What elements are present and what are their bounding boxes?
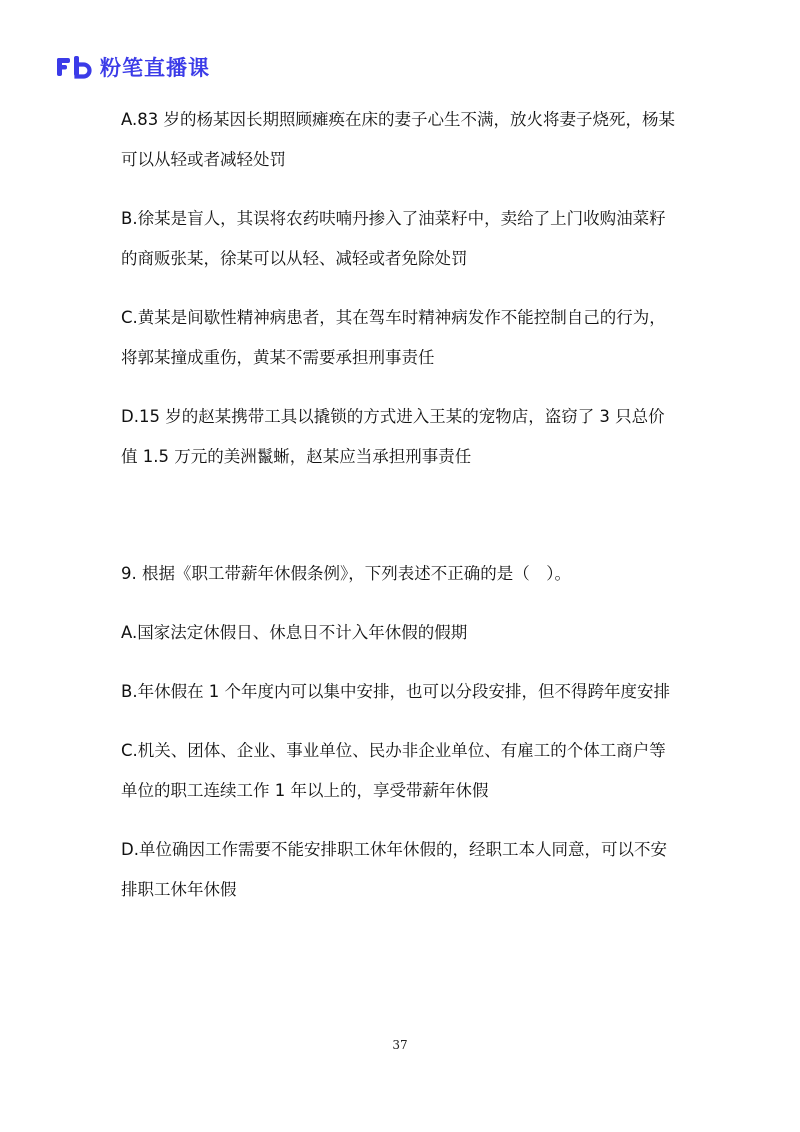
page-number: 37: [392, 1038, 408, 1052]
q8-option-a: A.83 岁的杨某因长期照顾瘫痪在床的妻子心生不满，放火将妻子烧死，杨某可以从轻或者减轻处罚: [121, 110, 675, 169]
brand-title: 粉笔直播课: [100, 56, 210, 80]
q8-option-b: B.徐某是盲人，其误将农药呋喃丹掺入了油菜籽中，卖给了上门收购油菜籽的商贩张某，徐某可以从轻、减轻或者免除处罚: [121, 209, 666, 268]
q9-option-a: A.国家法定休假日、休息日不计入年休假的假期: [121, 623, 468, 642]
fenbi-logo-icon: [56, 55, 94, 79]
q9-title: 9. 根据《职工带薪年休假条例》，下列表述不正确的是（ ）。: [121, 564, 571, 583]
q9-option-d: D.单位确因工作需要不能安排职工休年休假的，经职工本人同意，可以不安排职工休年休假: [121, 840, 667, 899]
q9-option-c: C.机关、团体、企业、事业单位、民办非企业单位、有雇工的个体工商户等单位的职工连续工作 1 年以上的，享受带薪年休假: [121, 741, 666, 800]
header: [56, 50, 210, 84]
document-body: [121, 100, 681, 929]
q8-option-d: D.15 岁的赵某携带工具以撬锁的方式进入王某的宠物店，盗窃了 3 只总价值 1.5 万元的美洲鬣蜥，赵某应当承担刑事责任: [121, 407, 665, 466]
q9-option-b: B.年休假在 1 个年度内可以集中安排，也可以分段安排，但不得跨年度安排: [121, 682, 671, 701]
q8-option-c: C.黄某是间歇性精神病患者，其在驾车时精神病发作不能控制自己的行为，将郭某撞成重伤，黄某不需要承担刑事责任: [121, 308, 666, 367]
